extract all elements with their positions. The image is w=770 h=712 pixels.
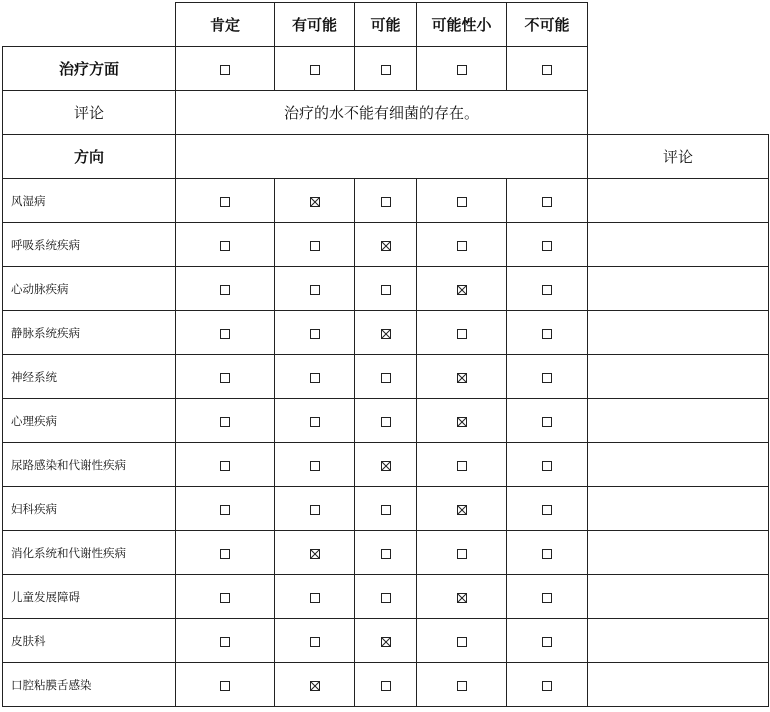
treatment-checkbox[interactable] bbox=[457, 65, 467, 75]
option-cell[interactable] bbox=[417, 267, 507, 311]
option-cell[interactable] bbox=[275, 575, 355, 619]
row-label: 妇科疾病 bbox=[3, 487, 176, 531]
assessment-table bbox=[2, 2, 769, 707]
option-cell[interactable] bbox=[176, 487, 275, 531]
checked-checkbox[interactable] bbox=[457, 505, 467, 515]
checkbox[interactable] bbox=[542, 549, 552, 559]
checkbox[interactable] bbox=[457, 461, 467, 471]
checkbox[interactable] bbox=[220, 197, 230, 207]
option-cell[interactable] bbox=[417, 179, 507, 223]
option-cell[interactable] bbox=[507, 223, 588, 267]
header-row bbox=[3, 3, 769, 47]
checkbox[interactable] bbox=[220, 681, 230, 691]
row-comment-cell[interactable] bbox=[588, 267, 769, 311]
checkbox[interactable] bbox=[310, 241, 320, 251]
row-comment-cell[interactable] bbox=[588, 179, 769, 223]
corner-cell-right bbox=[588, 3, 769, 47]
option-cell[interactable] bbox=[355, 619, 417, 663]
checked-checkbox[interactable] bbox=[457, 285, 467, 295]
checkbox[interactable] bbox=[220, 505, 230, 515]
checkbox[interactable] bbox=[542, 417, 552, 427]
table-row bbox=[3, 575, 769, 619]
option-cell[interactable] bbox=[417, 663, 507, 707]
comment-label: 评论 bbox=[3, 91, 176, 135]
treatment-cell-1[interactable] bbox=[275, 47, 355, 91]
direction-label: 方向 bbox=[3, 135, 176, 179]
option-cell[interactable] bbox=[355, 443, 417, 487]
checkbox[interactable] bbox=[381, 285, 391, 295]
option-cell[interactable] bbox=[355, 223, 417, 267]
direction-spacer bbox=[176, 135, 588, 179]
checkbox[interactable] bbox=[310, 505, 320, 515]
option-cell[interactable] bbox=[176, 355, 275, 399]
checkbox[interactable] bbox=[542, 637, 552, 647]
option-cell[interactable] bbox=[355, 487, 417, 531]
row-comment-cell[interactable] bbox=[588, 355, 769, 399]
table-row bbox=[3, 487, 769, 531]
col-header-possible: 有可能 bbox=[275, 3, 355, 47]
row-label: 皮肤科 bbox=[3, 619, 176, 663]
option-cell[interactable] bbox=[355, 355, 417, 399]
row-comment-cell[interactable] bbox=[588, 575, 769, 619]
table-row bbox=[3, 619, 769, 663]
option-cell[interactable] bbox=[275, 355, 355, 399]
checkbox[interactable] bbox=[220, 549, 230, 559]
treatment-checkbox[interactable] bbox=[220, 65, 230, 75]
option-cell[interactable] bbox=[507, 179, 588, 223]
option-cell[interactable] bbox=[275, 531, 355, 575]
row-comment-cell[interactable] bbox=[588, 223, 769, 267]
option-cell[interactable] bbox=[355, 531, 417, 575]
row-label: 口腔粘膜舌感染 bbox=[3, 663, 176, 707]
option-cell[interactable] bbox=[275, 619, 355, 663]
option-cell[interactable] bbox=[275, 487, 355, 531]
table-row bbox=[3, 355, 769, 399]
option-cell[interactable] bbox=[176, 663, 275, 707]
option-cell[interactable] bbox=[507, 399, 588, 443]
row-comment-cell[interactable] bbox=[588, 311, 769, 355]
option-cell[interactable] bbox=[355, 179, 417, 223]
row-label: 心动脉疾病 bbox=[3, 267, 176, 311]
checked-checkbox[interactable] bbox=[310, 549, 320, 559]
col-header-impossible: 不可能 bbox=[507, 3, 588, 47]
checkbox[interactable] bbox=[310, 285, 320, 295]
option-cell[interactable] bbox=[507, 311, 588, 355]
option-cell[interactable] bbox=[417, 399, 507, 443]
col-header-unlikely: 可能性小 bbox=[417, 3, 507, 47]
row-label: 神经系统 bbox=[3, 355, 176, 399]
checkbox[interactable] bbox=[457, 197, 467, 207]
table-row bbox=[3, 311, 769, 355]
treatment-cell-3[interactable] bbox=[417, 47, 507, 91]
checkbox[interactable] bbox=[542, 505, 552, 515]
checkbox[interactable] bbox=[220, 285, 230, 295]
checkbox[interactable] bbox=[542, 681, 552, 691]
checkbox[interactable] bbox=[381, 593, 391, 603]
treatment-label: 治疗方面 bbox=[3, 47, 176, 91]
option-cell[interactable] bbox=[417, 531, 507, 575]
option-cell[interactable] bbox=[275, 223, 355, 267]
option-cell[interactable] bbox=[275, 443, 355, 487]
checkbox[interactable] bbox=[310, 637, 320, 647]
row-comment-cell[interactable] bbox=[588, 663, 769, 707]
option-cell[interactable] bbox=[507, 355, 588, 399]
checkbox[interactable] bbox=[220, 241, 230, 251]
row-comment-cell[interactable] bbox=[588, 399, 769, 443]
checkbox[interactable] bbox=[542, 593, 552, 603]
col-header-definite: 肯定 bbox=[176, 3, 275, 47]
checkbox[interactable] bbox=[220, 637, 230, 647]
option-cell[interactable] bbox=[176, 267, 275, 311]
checkbox[interactable] bbox=[310, 373, 320, 383]
table-row bbox=[3, 531, 769, 575]
option-cell[interactable] bbox=[355, 311, 417, 355]
checkbox[interactable] bbox=[457, 637, 467, 647]
col-header-maybe: 可能 bbox=[355, 3, 417, 47]
option-cell[interactable] bbox=[275, 663, 355, 707]
row-comment-cell[interactable] bbox=[588, 619, 769, 663]
comment-row bbox=[3, 91, 769, 135]
row-comment-cell[interactable] bbox=[588, 487, 769, 531]
option-cell[interactable] bbox=[176, 575, 275, 619]
checkbox[interactable] bbox=[310, 329, 320, 339]
checkbox[interactable] bbox=[542, 329, 552, 339]
option-cell[interactable] bbox=[507, 267, 588, 311]
checked-checkbox[interactable] bbox=[381, 637, 391, 647]
option-cell[interactable] bbox=[417, 311, 507, 355]
checkbox[interactable] bbox=[381, 681, 391, 691]
checked-checkbox[interactable] bbox=[310, 197, 320, 207]
checked-checkbox[interactable] bbox=[457, 417, 467, 427]
table-row bbox=[3, 223, 769, 267]
checkbox[interactable] bbox=[220, 461, 230, 471]
row-label: 风湿病 bbox=[3, 179, 176, 223]
option-cell[interactable] bbox=[355, 663, 417, 707]
option-cell[interactable] bbox=[176, 619, 275, 663]
checkbox[interactable] bbox=[381, 197, 391, 207]
checked-checkbox[interactable] bbox=[457, 593, 467, 603]
treatment-cell-2[interactable] bbox=[355, 47, 417, 91]
option-cell[interactable] bbox=[507, 575, 588, 619]
checkbox[interactable] bbox=[542, 373, 552, 383]
row-label: 心理疾病 bbox=[3, 399, 176, 443]
checkbox[interactable] bbox=[542, 197, 552, 207]
table-row bbox=[3, 443, 769, 487]
row-comment-cell[interactable] bbox=[588, 443, 769, 487]
option-cell[interactable] bbox=[507, 487, 588, 531]
treatment-cell-0[interactable] bbox=[176, 47, 275, 91]
option-cell[interactable] bbox=[176, 179, 275, 223]
option-cell[interactable] bbox=[275, 399, 355, 443]
row-label: 呼吸系统疾病 bbox=[3, 223, 176, 267]
row-comment-cell[interactable] bbox=[588, 531, 769, 575]
checkbox[interactable] bbox=[220, 593, 230, 603]
option-cell[interactable] bbox=[176, 311, 275, 355]
option-cell[interactable] bbox=[176, 531, 275, 575]
blank-cell bbox=[588, 47, 769, 91]
checked-checkbox[interactable] bbox=[310, 681, 320, 691]
row-label: 消化系统和代谢性疾病 bbox=[3, 531, 176, 575]
option-cell[interactable] bbox=[176, 443, 275, 487]
direction-header-row bbox=[3, 135, 769, 179]
checkbox[interactable] bbox=[220, 417, 230, 427]
option-cell[interactable] bbox=[507, 619, 588, 663]
checkbox[interactable] bbox=[457, 681, 467, 691]
treatment-checkbox[interactable] bbox=[381, 65, 391, 75]
checkbox[interactable] bbox=[310, 417, 320, 427]
checkbox[interactable] bbox=[457, 329, 467, 339]
option-cell[interactable] bbox=[507, 443, 588, 487]
checkbox[interactable] bbox=[542, 461, 552, 471]
option-cell[interactable] bbox=[355, 575, 417, 619]
checkbox[interactable] bbox=[220, 329, 230, 339]
row-label: 静脉系统疾病 bbox=[3, 311, 176, 355]
checked-checkbox[interactable] bbox=[457, 373, 467, 383]
option-cell[interactable] bbox=[417, 619, 507, 663]
checked-checkbox[interactable] bbox=[381, 461, 391, 471]
checkbox[interactable] bbox=[457, 549, 467, 559]
option-cell[interactable] bbox=[507, 531, 588, 575]
comment-text: 治疗的水不能有细菌的存在。 bbox=[176, 91, 588, 135]
row-label: 尿路感染和代谢性疾病 bbox=[3, 443, 176, 487]
table-row bbox=[3, 179, 769, 223]
option-cell[interactable] bbox=[417, 443, 507, 487]
checkbox[interactable] bbox=[542, 285, 552, 295]
checkbox[interactable] bbox=[381, 417, 391, 427]
checked-checkbox[interactable] bbox=[381, 329, 391, 339]
treatment-cell-4[interactable] bbox=[507, 47, 588, 91]
option-cell[interactable] bbox=[275, 179, 355, 223]
row-label: 儿童发展障碍 bbox=[3, 575, 176, 619]
table-row bbox=[3, 399, 769, 443]
option-cell[interactable] bbox=[176, 223, 275, 267]
direction-comment-label: 评论 bbox=[588, 135, 769, 179]
option-cell[interactable] bbox=[275, 311, 355, 355]
option-cell[interactable] bbox=[417, 487, 507, 531]
checkbox[interactable] bbox=[457, 241, 467, 251]
option-cell[interactable] bbox=[417, 223, 507, 267]
checkbox[interactable] bbox=[542, 241, 552, 251]
table-row bbox=[3, 663, 769, 707]
checkbox[interactable] bbox=[381, 505, 391, 515]
checkbox[interactable] bbox=[381, 373, 391, 383]
checkbox[interactable] bbox=[220, 373, 230, 383]
checkbox[interactable] bbox=[310, 461, 320, 471]
blank-cell bbox=[588, 91, 769, 135]
checkbox[interactable] bbox=[310, 593, 320, 603]
option-cell[interactable] bbox=[355, 267, 417, 311]
checkbox[interactable] bbox=[381, 549, 391, 559]
option-cell[interactable] bbox=[176, 399, 275, 443]
option-cell[interactable] bbox=[417, 355, 507, 399]
option-cell[interactable] bbox=[417, 575, 507, 619]
option-cell[interactable] bbox=[355, 399, 417, 443]
option-cell[interactable] bbox=[275, 267, 355, 311]
corner-cell bbox=[3, 3, 176, 47]
treatment-checkbox[interactable] bbox=[310, 65, 320, 75]
treatment-checkbox[interactable] bbox=[542, 65, 552, 75]
checked-checkbox[interactable] bbox=[381, 241, 391, 251]
option-cell[interactable] bbox=[507, 663, 588, 707]
treatment-row bbox=[3, 47, 769, 91]
table-row bbox=[3, 267, 769, 311]
